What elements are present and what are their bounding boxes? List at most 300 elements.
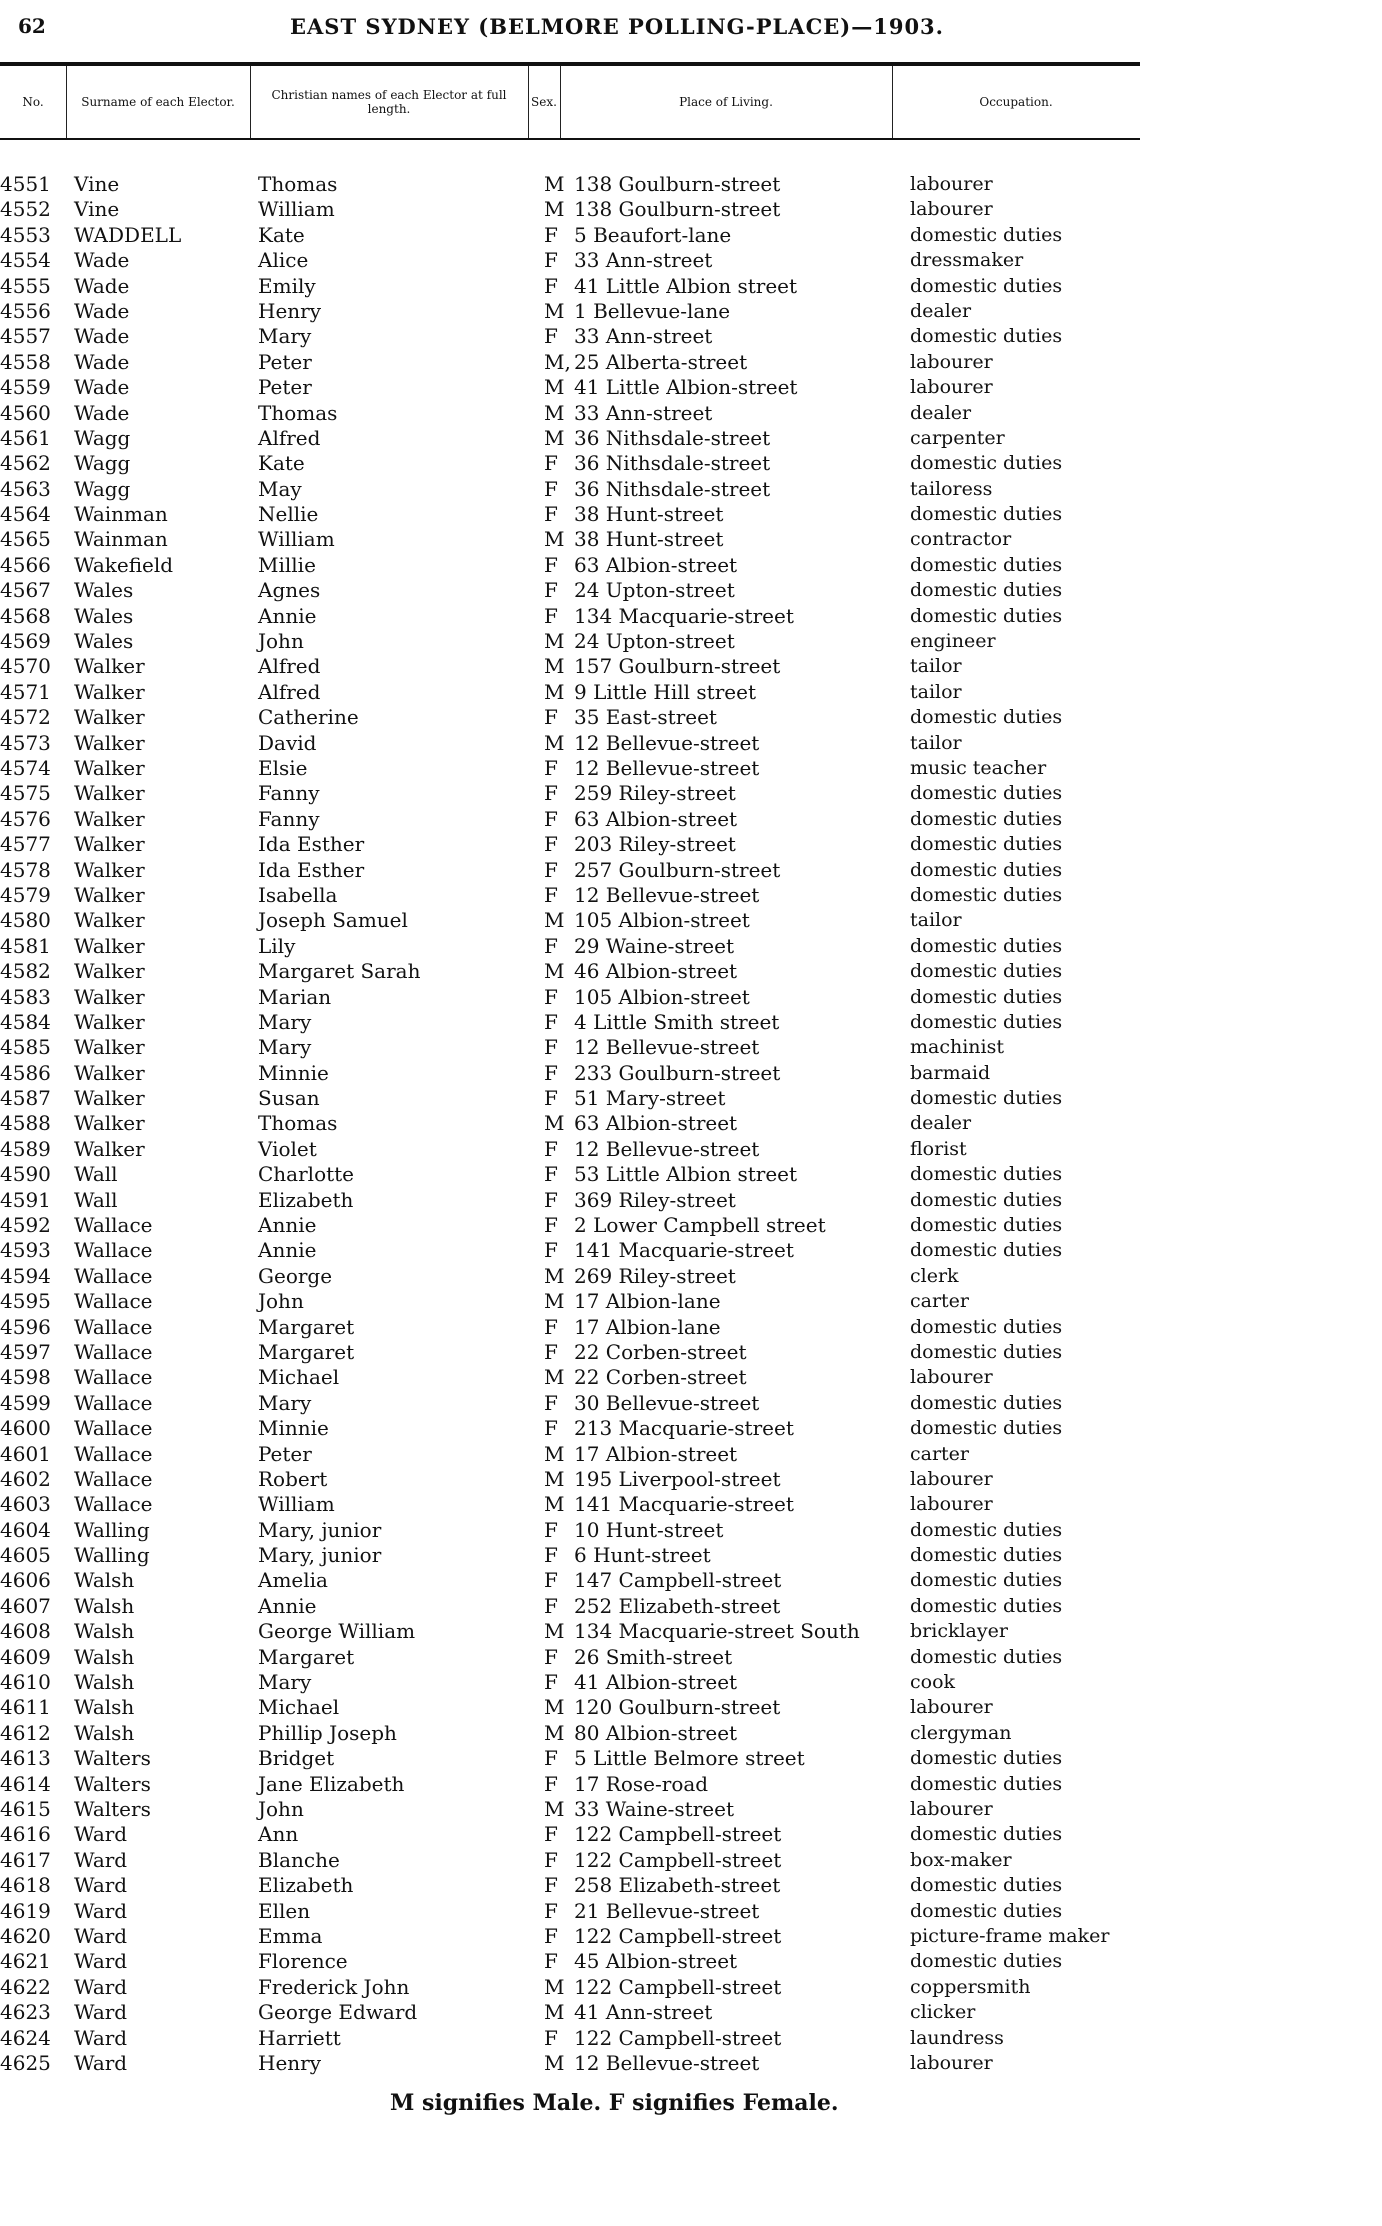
table-row <box>0 1848 1382 1873</box>
table-row <box>0 807 1382 832</box>
elector-surname: Ward <box>74 1873 128 1898</box>
elector-number: 4587 <box>0 1086 51 1111</box>
elector-christian-names: Michael <box>258 1695 340 1720</box>
elector-christian-names: Margaret <box>258 1339 355 1364</box>
elector-surname: Ward <box>74 1822 128 1847</box>
table-row <box>0 1949 1382 1974</box>
table-row <box>0 1975 1382 2000</box>
elector-surname: Ward <box>74 2000 128 2025</box>
elector-number: 4577 <box>0 832 51 857</box>
elector-occupation: domestic duties <box>910 706 1063 729</box>
elector-christian-names: Alfred <box>258 679 321 704</box>
elector-surname: Walling <box>74 1543 150 1568</box>
elector-sex: M <box>544 1466 565 1491</box>
elector-number: 4572 <box>0 705 51 730</box>
elector-christian-names: Peter <box>258 1441 312 1466</box>
elector-christian-names: Ellen <box>258 1898 311 1923</box>
elector-occupation: domestic duties <box>910 782 1063 805</box>
table-row <box>0 1695 1382 1720</box>
elector-number: 4558 <box>0 349 51 374</box>
elector-place-of-living: 12 Bellevue-street <box>574 1035 760 1060</box>
elector-occupation: domestic duties <box>910 1340 1063 1363</box>
elector-christian-names: Catherine <box>258 705 359 730</box>
elector-surname: Walker <box>74 832 145 857</box>
elector-number: 4609 <box>0 1644 51 1669</box>
elector-surname: Wade <box>74 324 130 349</box>
table-row <box>0 1137 1382 1162</box>
elector-surname: Walker <box>74 933 145 958</box>
elector-sex: M <box>544 1720 565 1745</box>
elector-number: 4595 <box>0 1289 51 1314</box>
elector-number: 4600 <box>0 1416 51 1441</box>
elector-sex: F <box>544 273 558 298</box>
column-header-sex: Sex. <box>528 66 561 138</box>
elector-place-of-living: 134 Macquarie-street <box>574 603 794 628</box>
elector-christian-names: Blanche <box>258 1847 340 1872</box>
elector-number: 4599 <box>0 1390 51 1415</box>
elector-number: 4622 <box>0 1974 51 1999</box>
elector-place-of-living: 12 Bellevue-street <box>574 2050 760 2075</box>
elector-place-of-living: 38 Hunt-street <box>574 527 724 552</box>
elector-occupation: domestic duties <box>910 858 1063 881</box>
elector-occupation: labourer <box>910 198 993 221</box>
elector-sex: M <box>544 1441 565 1466</box>
elector-christian-names: Annie <box>258 603 317 628</box>
elector-place-of-living: 9 Little Hill street <box>574 679 756 704</box>
elector-number: 4574 <box>0 755 51 780</box>
elector-place-of-living: 17 Albion-street <box>574 1441 738 1466</box>
elector-number: 4584 <box>0 1009 51 1034</box>
table-row <box>0 401 1382 426</box>
table-row <box>0 248 1382 273</box>
elector-place-of-living: 41 Albion-street <box>574 1670 738 1695</box>
elector-surname: Walsh <box>74 1644 135 1669</box>
elector-occupation: domestic duties <box>910 1899 1063 1922</box>
table-row <box>0 934 1382 959</box>
table-row <box>0 1594 1382 1619</box>
elector-christian-names: Margaret Sarah <box>258 959 421 984</box>
table-row <box>0 1873 1382 1898</box>
elector-christian-names: Kate <box>258 222 305 247</box>
table-row <box>0 1518 1382 1543</box>
elector-surname: Wales <box>74 629 134 654</box>
table-row <box>0 1822 1382 1847</box>
table-row <box>0 1670 1382 1695</box>
elector-surname: Walker <box>74 679 145 704</box>
elector-surname: Walker <box>74 1136 145 1161</box>
elector-sex: F <box>544 1873 558 1898</box>
elector-number: 4594 <box>0 1263 51 1288</box>
elector-sex: M <box>544 654 565 679</box>
elector-occupation: labourer <box>910 350 993 373</box>
table-row <box>0 1035 1382 1060</box>
elector-christian-names: Margaret <box>258 1644 355 1669</box>
table-row <box>0 375 1382 400</box>
column-header-place-of-living: Place of Living. <box>560 66 893 138</box>
elector-place-of-living: 269 Riley-street <box>574 1263 736 1288</box>
table-row <box>0 959 1382 984</box>
elector-surname: Wagg <box>74 451 131 476</box>
elector-christian-names: Fanny <box>258 806 320 831</box>
elector-sex: F <box>544 1238 558 1263</box>
elector-occupation: domestic duties <box>910 452 1063 475</box>
elector-surname: Walsh <box>74 1695 135 1720</box>
elector-place-of-living: 259 Riley-street <box>574 781 736 806</box>
elector-occupation: domestic duties <box>910 934 1063 957</box>
elector-occupation: box-maker <box>910 1848 1012 1871</box>
elector-christian-names: Frederick John <box>258 1974 410 1999</box>
elector-place-of-living: 157 Goulburn-street <box>574 654 781 679</box>
elector-occupation: barmaid <box>910 1061 991 1084</box>
elector-sex: F <box>544 1390 558 1415</box>
elector-place-of-living: 2 Lower Campbell street <box>574 1213 826 1238</box>
elector-place-of-living: 141 Macquarie-street <box>574 1238 794 1263</box>
elector-sex: F <box>544 1746 558 1771</box>
elector-occupation: domestic duties <box>910 1772 1063 1795</box>
elector-place-of-living: 45 Albion-street <box>574 1949 738 1974</box>
table-row <box>0 1467 1382 1492</box>
elector-place-of-living: 38 Hunt-street <box>574 502 724 527</box>
table-row <box>0 1772 1382 1797</box>
elector-surname: Wade <box>74 273 130 298</box>
elector-surname: Wallace <box>74 1416 153 1441</box>
elector-number: 4616 <box>0 1822 51 1847</box>
elector-surname: Walsh <box>74 1670 135 1695</box>
table-row <box>0 1492 1382 1517</box>
table-row <box>0 451 1382 476</box>
elector-surname: Wade <box>74 298 130 323</box>
elector-sex: F <box>544 502 558 527</box>
elector-surname: Wallace <box>74 1365 153 1390</box>
elector-number: 4606 <box>0 1568 51 1593</box>
elector-occupation: bricklayer <box>910 1620 1008 1643</box>
elector-place-of-living: 25 Alberta-street <box>574 349 748 374</box>
elector-number: 4553 <box>0 222 51 247</box>
page-title: EAST SYDNEY (BELMORE POLLING-PLACE)—1903. <box>290 14 944 39</box>
elector-christian-names: John <box>258 1797 304 1821</box>
elector-number: 4571 <box>0 679 51 704</box>
elector-christian-names: Susan <box>258 1086 320 1111</box>
elector-christian-names: Robert <box>258 1466 328 1491</box>
elector-number: 4591 <box>0 1187 51 1212</box>
elector-place-of-living: 33 Ann-street <box>574 324 713 349</box>
elector-surname: Walker <box>74 908 145 933</box>
elector-christian-names: Lily <box>258 933 296 958</box>
elector-place-of-living: 105 Albion-street <box>574 984 750 1009</box>
elector-surname: Wallace <box>74 1289 153 1314</box>
elector-place-of-living: 5 Little Belmore street <box>574 1746 805 1771</box>
elector-place-of-living: 17 Rose-road <box>574 1771 709 1796</box>
elector-occupation: domestic duties <box>910 883 1063 906</box>
elector-number: 4596 <box>0 1314 51 1339</box>
table-row <box>0 1721 1382 1746</box>
elector-christian-names: Mary, junior <box>258 1517 382 1542</box>
elector-place-of-living: 12 Bellevue-street <box>574 882 760 907</box>
table-row <box>0 2026 1382 2051</box>
elector-sex: F <box>544 1949 558 1974</box>
elector-occupation: labourer <box>910 376 993 399</box>
elector-sex: M, <box>544 349 571 374</box>
elector-number: 4580 <box>0 908 51 933</box>
elector-sex: F <box>544 1543 558 1568</box>
elector-christian-names: Elizabeth <box>258 1187 354 1212</box>
elector-occupation: picture-frame maker <box>910 1924 1110 1947</box>
elector-occupation: tailor <box>910 731 962 754</box>
elector-number: 4586 <box>0 1060 51 1085</box>
elector-surname: Walker <box>74 781 145 806</box>
elector-number: 4614 <box>0 1771 51 1796</box>
elector-place-of-living: 17 Albion-lane <box>574 1289 721 1314</box>
elector-sex: M <box>544 1263 565 1288</box>
elector-sex: F <box>544 1187 558 1212</box>
elector-sex: F <box>544 755 558 780</box>
elector-place-of-living: 138 Goulburn-street <box>574 197 781 222</box>
elector-sex: F <box>544 1136 558 1161</box>
elector-christian-names: Mary <box>258 1670 312 1695</box>
elector-surname: Wallace <box>74 1314 153 1339</box>
elector-sex: F <box>544 806 558 831</box>
elector-surname: Walker <box>74 984 145 1009</box>
elector-surname: Wainman <box>74 502 168 527</box>
elector-surname: Wallace <box>74 1492 153 1517</box>
elector-surname: Walters <box>74 1797 151 1821</box>
table-row <box>0 908 1382 933</box>
elector-place-of-living: 120 Goulburn-street <box>574 1695 781 1720</box>
elector-surname: Wakefield <box>74 552 174 577</box>
elector-list <box>0 172 1382 2076</box>
elector-place-of-living: 258 Elizabeth-street <box>574 1873 781 1898</box>
elector-sex: M <box>544 400 565 425</box>
elector-occupation: domestic duties <box>910 1874 1063 1897</box>
elector-surname: Wagg <box>74 425 131 450</box>
elector-number: 4589 <box>0 1136 51 1161</box>
elector-place-of-living: 141 Macquarie-street <box>574 1492 794 1517</box>
elector-sex: M <box>544 2050 565 2075</box>
table-row <box>0 1010 1382 1035</box>
elector-place-of-living: 17 Albion-lane <box>574 1314 721 1339</box>
elector-surname: Wade <box>74 248 130 273</box>
column-header-surname: Surname of each Elector. <box>66 66 251 138</box>
elector-christian-names: Isabella <box>258 882 338 907</box>
elector-number: 4579 <box>0 882 51 907</box>
elector-surname: Wallace <box>74 1441 153 1466</box>
elector-number: 4608 <box>0 1619 51 1644</box>
elector-christian-names: Minnie <box>258 1060 329 1085</box>
elector-sex: F <box>544 1060 558 1085</box>
elector-occupation: domestic duties <box>910 833 1063 856</box>
elector-christian-names: David <box>258 730 317 755</box>
column-header-christian-names: Christian names of each Elector at full length. <box>250 66 529 138</box>
elector-number: 4612 <box>0 1720 51 1745</box>
elector-sex: F <box>544 882 558 907</box>
elector-occupation: domestic duties <box>910 223 1063 246</box>
elector-number: 4619 <box>0 1898 51 1923</box>
elector-surname: Wales <box>74 603 134 628</box>
elector-number: 4551 <box>0 172 51 196</box>
elector-sex: F <box>544 705 558 730</box>
elector-sex: F <box>544 476 558 501</box>
elector-sex: F <box>544 1593 558 1618</box>
table-row <box>0 1365 1382 1390</box>
table-row <box>0 1238 1382 1263</box>
elector-number: 4565 <box>0 527 51 552</box>
elector-christian-names: George William <box>258 1619 416 1644</box>
elector-place-of-living: 147 Campbell-street <box>574 1568 782 1593</box>
elector-surname: Walters <box>74 1771 151 1796</box>
elector-sex: F <box>544 1847 558 1872</box>
elector-christian-names: Mary, junior <box>258 1543 382 1568</box>
elector-surname: WADDELL <box>74 222 182 247</box>
elector-occupation: domestic duties <box>910 1391 1063 1414</box>
elector-number: 4603 <box>0 1492 51 1517</box>
elector-occupation: domestic duties <box>910 1950 1063 1973</box>
elector-sex: F <box>544 2025 558 2050</box>
elector-surname: Wallace <box>74 1466 153 1491</box>
elector-occupation: labourer <box>910 173 993 195</box>
elector-sex: F <box>544 1416 558 1441</box>
elector-place-of-living: 33 Ann-street <box>574 248 713 273</box>
table-row <box>0 1797 1382 1822</box>
elector-number: 4569 <box>0 629 51 654</box>
elector-surname: Walsh <box>74 1568 135 1593</box>
elector-occupation: domestic duties <box>910 985 1063 1008</box>
elector-sex: F <box>544 324 558 349</box>
elector-christian-names: Peter <box>258 349 312 374</box>
elector-number: 4624 <box>0 2025 51 2050</box>
elector-christian-names: Kate <box>258 451 305 476</box>
table-row <box>0 1645 1382 1670</box>
elector-occupation: domestic duties <box>910 1823 1063 1846</box>
elector-christian-names: Violet <box>258 1136 317 1161</box>
elector-occupation: domestic duties <box>910 1087 1063 1110</box>
elector-number: 4570 <box>0 654 51 679</box>
table-row <box>0 553 1382 578</box>
elector-occupation: domestic duties <box>910 274 1063 297</box>
elector-number: 4562 <box>0 451 51 476</box>
elector-number: 4576 <box>0 806 51 831</box>
elector-number: 4602 <box>0 1466 51 1491</box>
elector-sex: F <box>544 1898 558 1923</box>
elector-sex: M <box>544 629 565 654</box>
elector-number: 4563 <box>0 476 51 501</box>
elector-number: 4615 <box>0 1797 51 1821</box>
elector-christian-names: Nellie <box>258 502 319 527</box>
table-row <box>0 1289 1382 1314</box>
elector-place-of-living: 46 Albion-street <box>574 959 738 984</box>
elector-occupation: domestic duties <box>910 1645 1063 1668</box>
elector-place-of-living: 26 Smith-street <box>574 1644 733 1669</box>
elector-christian-names: Michael <box>258 1365 340 1390</box>
elector-number: 4597 <box>0 1339 51 1364</box>
elector-number: 4625 <box>0 2050 51 2075</box>
elector-place-of-living: 30 Bellevue-street <box>574 1390 760 1415</box>
elector-place-of-living: 134 Macquarie-street South <box>574 1619 860 1644</box>
elector-surname: Walker <box>74 1009 145 1034</box>
elector-christian-names: May <box>258 476 302 501</box>
elector-christian-names: Harriett <box>258 2025 341 2050</box>
page-header <box>0 8 1382 48</box>
elector-sex: F <box>544 248 558 273</box>
elector-place-of-living: 36 Nithsdale-street <box>574 425 771 450</box>
table-row <box>0 172 1382 197</box>
elector-occupation: labourer <box>910 1696 993 1719</box>
elector-place-of-living: 122 Campbell-street <box>574 2025 782 2050</box>
elector-occupation: domestic duties <box>910 807 1063 830</box>
elector-number: 4575 <box>0 781 51 806</box>
elector-sex: F <box>544 1339 558 1364</box>
elector-place-of-living: 1 Bellevue-lane <box>574 298 731 323</box>
elector-place-of-living: 53 Little Albion street <box>574 1162 798 1187</box>
elector-christian-names: William <box>258 197 335 222</box>
elector-sex: F <box>544 603 558 628</box>
elector-surname: Ward <box>74 2050 128 2075</box>
elector-occupation: domestic duties <box>910 1214 1063 1237</box>
elector-occupation: dealer <box>910 401 972 424</box>
table-row <box>0 1416 1382 1441</box>
elector-sex: F <box>544 832 558 857</box>
table-row <box>0 223 1382 248</box>
elector-sex: M <box>544 908 565 933</box>
elector-sex: M <box>544 1365 565 1390</box>
elector-occupation: dressmaker <box>910 249 1024 272</box>
table-row <box>0 426 1382 451</box>
elector-number: 4560 <box>0 400 51 425</box>
elector-surname: Wall <box>74 1162 118 1187</box>
table-row <box>0 1111 1382 1136</box>
table-row <box>0 680 1382 705</box>
elector-christian-names: Henry <box>258 2050 322 2075</box>
sex-legend: M signifies Male. F signifies Female. <box>390 2090 839 2116</box>
elector-christian-names: Elizabeth <box>258 1873 354 1898</box>
elector-surname: Wallace <box>74 1339 153 1364</box>
elector-sex: F <box>544 1568 558 1593</box>
elector-surname: Walters <box>74 1746 151 1771</box>
elector-christian-names: William <box>258 527 335 552</box>
elector-place-of-living: 122 Campbell-street <box>574 1974 782 1999</box>
elector-occupation: domestic duties <box>910 1518 1063 1541</box>
elector-occupation: domestic duties <box>910 503 1063 526</box>
elector-number: 4592 <box>0 1213 51 1238</box>
elector-sex: M <box>544 2000 565 2025</box>
table-row <box>0 1899 1382 1924</box>
elector-surname: Ward <box>74 1847 128 1872</box>
elector-place-of-living: 22 Corben-street <box>574 1339 747 1364</box>
elector-occupation: clergyman <box>910 1721 1012 1744</box>
elector-occupation: tailor <box>910 680 962 703</box>
elector-occupation: labourer <box>910 1366 993 1389</box>
elector-sex: F <box>544 552 558 577</box>
elector-christian-names: Florence <box>258 1949 348 1974</box>
elector-occupation: tailoress <box>910 477 993 500</box>
table-row <box>0 629 1382 654</box>
elector-sex: F <box>544 1162 558 1187</box>
elector-surname: Walker <box>74 730 145 755</box>
elector-place-of-living: 12 Bellevue-street <box>574 730 760 755</box>
elector-sex: M <box>544 527 565 552</box>
elector-sex: F <box>544 1923 558 1948</box>
elector-number: 4552 <box>0 197 51 222</box>
elector-number: 4568 <box>0 603 51 628</box>
table-row <box>0 197 1382 222</box>
elector-surname: Wainman <box>74 527 168 552</box>
elector-occupation: domestic duties <box>910 1569 1063 1592</box>
elector-sex: F <box>544 1822 558 1847</box>
elector-sex: M <box>544 1289 565 1314</box>
elector-number: 4561 <box>0 425 51 450</box>
table-row <box>0 1340 1382 1365</box>
elector-sex: M <box>544 1111 565 1136</box>
table-row <box>0 1086 1382 1111</box>
